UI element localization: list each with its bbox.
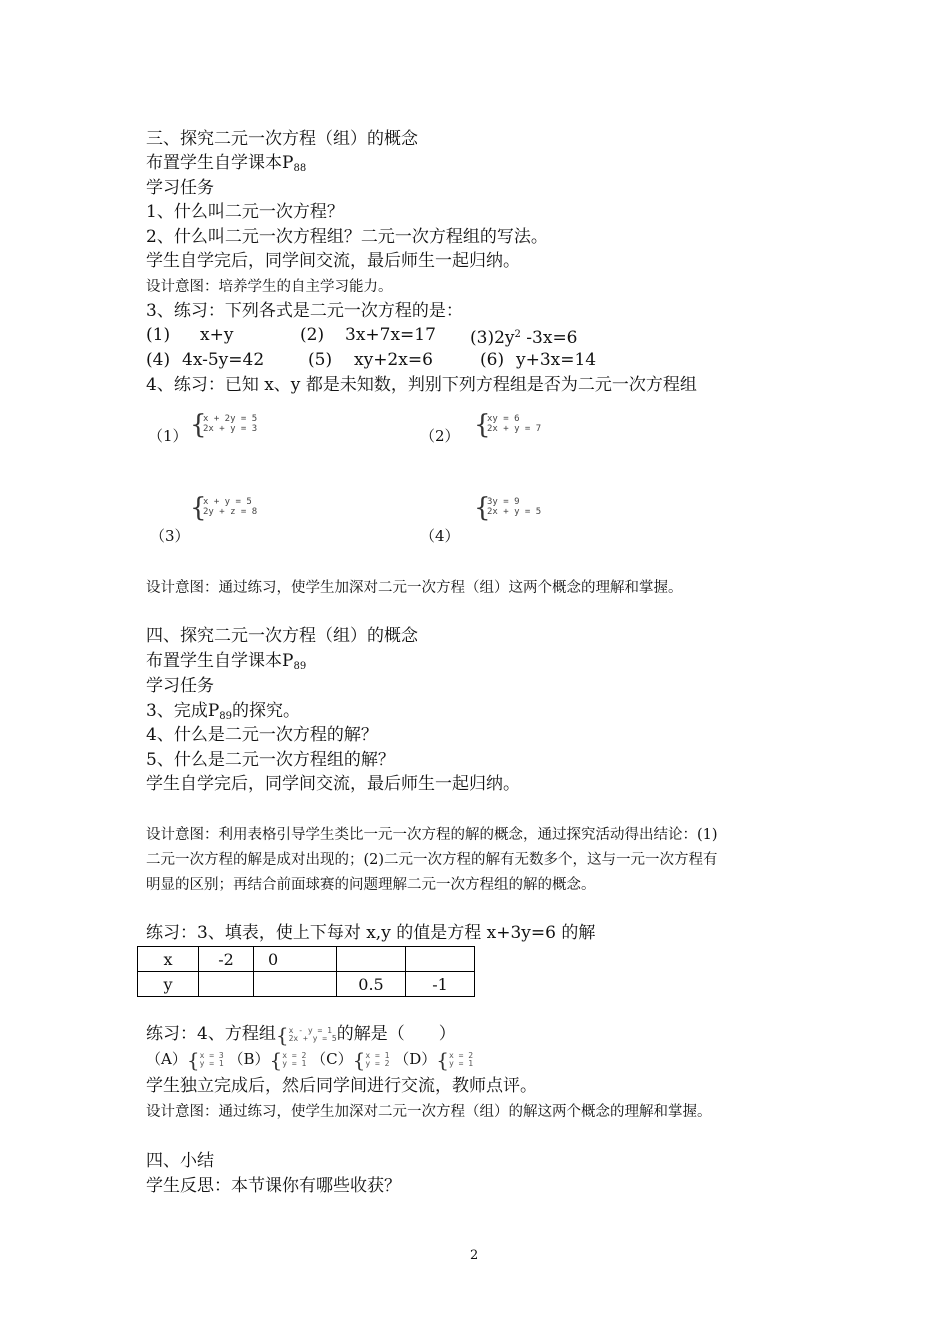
design-intent-3-line1: 设计意图：利用表格引导学生类比一元一次方程的解的概念，通过探究活动得出结论：(1): [146, 827, 718, 843]
option-6: y+3x=14: [516, 350, 597, 370]
design-intent-3-line3: 明显的区别；再结合前面球赛的问题理解二元一次方程组的解的概念。: [146, 877, 596, 893]
practice-4-prompt: 练习：4、方程组{ x - y = 1 2x + y = 5 的解是（ ）: [146, 1022, 456, 1047]
system-3: x + y = 5 2y + z = 8: [203, 497, 258, 517]
system-2: xy = 6 2x + y = 7: [487, 414, 542, 434]
section3-summary: 学生自学完后，同学间交流，最后师生一起归纳。: [146, 251, 520, 271]
design-intent-4: 设计意图：通过练习，使学生加深对二元一次方程（组）的解这两个概念的理解和掌握。: [146, 1104, 712, 1120]
option-5-num: (5): [308, 350, 333, 370]
page-number: 2: [470, 1248, 479, 1263]
section4-summary: 学生自学完后，同学间交流，最后师生一起归纳。: [146, 774, 520, 794]
system-2-label: （2）: [420, 427, 460, 445]
table-cell: [254, 972, 337, 997]
option-2-num: (2): [300, 325, 325, 345]
option-6-num: (6): [480, 350, 505, 370]
practice-4-choices: （A）{ x = 3 y = 1 （B）{ x = 2 y = 1 （C）{ x = 1 y = 2 （D）{ x = 2 y = 1: [146, 1048, 474, 1072]
system-3-label: （3）: [150, 527, 190, 545]
design-intent-2: 设计意图：通过练习，使学生加深对二元一次方程（组）这两个概念的理解和掌握。: [146, 580, 683, 596]
design-intent-3-line2: 二元一次方程的解是成对出现的；(2)二元一次方程的解有无数多个，这与一元一次方程有: [146, 852, 718, 868]
section3-task: 学习任务: [146, 178, 214, 198]
system-4-brace: {: [474, 493, 491, 523]
table-cell: -1: [406, 972, 475, 997]
practice-4-brace: {: [275, 1022, 289, 1047]
system-1-brace: {: [190, 410, 207, 440]
section4-task: 学习任务: [146, 676, 214, 696]
question-5: 5、什么是二元一次方程组的解？: [146, 750, 395, 770]
system-1-label: （1）: [148, 427, 188, 445]
question-3: 3、完成$P_{89}$的探究。: [146, 701, 300, 722]
section3-title: 三、探究二元一次方程（组）的概念: [146, 129, 418, 149]
fill-table: [137, 946, 475, 997]
question-2: 2、什么叫二元一次方程组？二元一次方程组的写法。: [146, 227, 548, 247]
table-cell: [199, 972, 254, 997]
practice-4-system: x - y = 1 2x + y = 5: [288, 1025, 337, 1043]
table-cell: -2: [199, 947, 254, 972]
option-1-num: (1): [146, 325, 171, 345]
option-4: 4x-5y=42: [182, 350, 265, 370]
exercise-3-prompt: 3、练习：下列各式是二元一次方程的是：: [146, 301, 463, 321]
table-cell: 0.5: [337, 972, 406, 997]
section4-title: 四、探究二元一次方程（组）的概念: [146, 626, 418, 646]
summary-title: 四、小结: [146, 1151, 214, 1171]
system-3-brace: {: [190, 493, 207, 523]
question-1: 1、什么叫二元一次方程？: [146, 202, 344, 222]
table-row-y: [138, 972, 475, 997]
option-5: xy+2x=6: [354, 350, 433, 370]
student-reflection: 学生反思：本节课你有哪些收获？: [146, 1176, 401, 1196]
exercise-4-prompt: 4、练习：已知 x、y 都是未知数，判别下列方程组是否为二元一次方程组: [146, 375, 697, 395]
design-intent-1: 设计意图：培养学生的自主学习能力。: [146, 279, 393, 295]
system-2-brace: {: [474, 410, 491, 440]
option-1: x+y: [200, 325, 234, 345]
section3-assign: 布置学生自学课本$P_{88}$: [146, 153, 307, 174]
practice-4-after: 学生独立完成后，然后同学间进行交流，教师点评。: [146, 1076, 537, 1096]
table-cell: 0: [254, 947, 337, 972]
practice-3-prompt: 练习：3、填表，使上下每对 x,y 的值是方程 x+3y=6 的解: [146, 923, 596, 943]
option-4-num: (4): [146, 350, 171, 370]
system-4-label: （4）: [420, 527, 460, 545]
system-4: 3y = 9 2x + y = 5: [487, 497, 542, 517]
table-cell: [406, 947, 475, 972]
table-cell: [337, 947, 406, 972]
choice-d-system: x = 2 y = 1: [448, 1051, 474, 1068]
choice-b-system: x = 2 y = 1: [282, 1051, 307, 1068]
table-cell: x: [138, 947, 199, 972]
option-3: $(3)2y^2$ -3x=6: [470, 328, 578, 348]
table-cell: y: [138, 972, 199, 997]
option-2: 3x+7x=17: [345, 325, 436, 345]
system-1: x + 2y = 5 2x + y = 3: [203, 414, 258, 434]
question-4: 4、什么是二元一次方程的解？: [146, 725, 378, 745]
table-row-x: [138, 947, 475, 972]
section4-assign: 布置学生自学课本$P_{89}$: [146, 651, 307, 672]
choice-c-system: x = 1 y = 2: [365, 1051, 390, 1068]
choice-a-system: x = 3 y = 1: [199, 1051, 224, 1068]
